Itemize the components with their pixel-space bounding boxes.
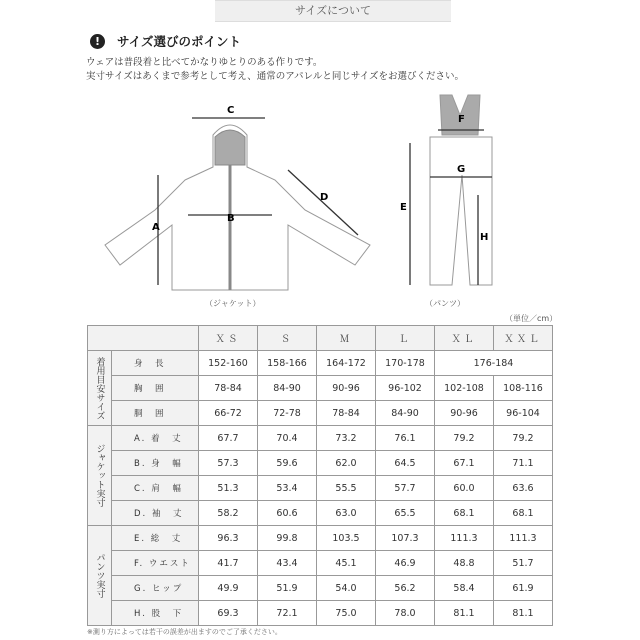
row-label: E. 総 丈 xyxy=(112,526,199,551)
row-label: H. 股 下 xyxy=(112,601,199,626)
description xyxy=(86,56,464,83)
table-row xyxy=(88,526,553,551)
table-cell: 68.1 xyxy=(435,501,494,526)
label-f: F xyxy=(458,114,465,125)
table-row xyxy=(88,476,553,501)
jacket-illustration xyxy=(105,125,370,290)
size-header: ＸＬ xyxy=(435,326,494,351)
table-cell: 58.4 xyxy=(435,576,494,601)
row-label: G. ヒップ xyxy=(112,576,199,601)
table-cell: 176-184 xyxy=(435,351,553,376)
table-row xyxy=(88,601,553,626)
table-cell: 56.2 xyxy=(376,576,435,601)
table-cell: 107.3 xyxy=(376,526,435,551)
unit-caption: （単位／cm） xyxy=(505,314,558,323)
size-header: Ｍ xyxy=(317,326,376,351)
table-cell: 84-90 xyxy=(376,401,435,426)
table-cell: 79.2 xyxy=(435,426,494,451)
table-cell: 164-172 xyxy=(317,351,376,376)
table-cell: 99.8 xyxy=(258,526,317,551)
table-cell: 73.2 xyxy=(317,426,376,451)
section-title xyxy=(90,32,241,50)
section-banner: サイズについて xyxy=(215,0,451,22)
table-cell: 152-160 xyxy=(199,351,258,376)
table-cell: 58.2 xyxy=(199,501,258,526)
table-cell: 46.9 xyxy=(376,551,435,576)
table-cell: 62.0 xyxy=(317,451,376,476)
table-header-row xyxy=(88,326,553,351)
table-cell: 68.1 xyxy=(494,501,553,526)
table-cell: 79.2 xyxy=(494,426,553,451)
table-cell: 158-166 xyxy=(258,351,317,376)
table-row xyxy=(88,426,553,451)
table-cell: 72.1 xyxy=(258,601,317,626)
label-a: A xyxy=(152,222,160,233)
table-cell: 96-104 xyxy=(494,401,553,426)
table-cell: 78-84 xyxy=(199,376,258,401)
table-cell: 53.4 xyxy=(258,476,317,501)
table-cell: 61.9 xyxy=(494,576,553,601)
table-cell: 111.3 xyxy=(494,526,553,551)
group-label: ジャケット実寸 xyxy=(88,426,112,526)
title-text: サイズ選びのポイント xyxy=(117,34,242,49)
table-cell: 63.0 xyxy=(317,501,376,526)
row-label: 胴 囲 xyxy=(112,401,199,426)
table-cell: 70.4 xyxy=(258,426,317,451)
jacket-caption: （ジャケット） xyxy=(205,299,261,308)
corner-cell xyxy=(88,326,199,351)
size-header: Ｓ xyxy=(258,326,317,351)
size-header: ＸＸＬ xyxy=(494,326,553,351)
row-label: C. 肩 幅 xyxy=(112,476,199,501)
label-c: C xyxy=(227,105,235,116)
table-cell: 51.9 xyxy=(258,576,317,601)
row-label: F. ウエスト xyxy=(112,551,199,576)
table-cell: 71.1 xyxy=(494,451,553,476)
table-cell: 90-96 xyxy=(435,401,494,426)
table-cell: 103.5 xyxy=(317,526,376,551)
label-g: G xyxy=(457,164,466,175)
table-cell: 67.1 xyxy=(435,451,494,476)
table-cell: 55.5 xyxy=(317,476,376,501)
table-row xyxy=(88,576,553,601)
table-cell: 49.9 xyxy=(199,576,258,601)
table-cell: 45.1 xyxy=(317,551,376,576)
table-cell: 111.3 xyxy=(435,526,494,551)
size-header: Ｌ xyxy=(376,326,435,351)
table-row xyxy=(88,551,553,576)
table-cell: 78.0 xyxy=(376,601,435,626)
table-row xyxy=(88,376,553,401)
table-cell: 90-96 xyxy=(317,376,376,401)
table-row xyxy=(88,401,553,426)
table-cell: 54.0 xyxy=(317,576,376,601)
table-cell: 170-178 xyxy=(376,351,435,376)
table-cell: 66-72 xyxy=(199,401,258,426)
table-cell: 84-90 xyxy=(258,376,317,401)
table-cell: 64.5 xyxy=(376,451,435,476)
table-cell: 63.6 xyxy=(494,476,553,501)
description-line: ウェアは普段着と比べてかなりゆとりのある作りです。 xyxy=(86,57,323,68)
table-cell: 81.1 xyxy=(435,601,494,626)
table-row xyxy=(88,351,553,376)
table-cell: 41.7 xyxy=(199,551,258,576)
footnote: ※測り方によっては若干の誤差が出ますのでご了承ください。 xyxy=(87,628,282,636)
table-cell: 96-102 xyxy=(376,376,435,401)
table-cell: 69.3 xyxy=(199,601,258,626)
row-label: D. 袖 丈 xyxy=(112,501,199,526)
garment-diagram xyxy=(100,85,560,320)
table-cell: 102-108 xyxy=(435,376,494,401)
table-row xyxy=(88,451,553,476)
table-cell: 108-116 xyxy=(494,376,553,401)
table-row xyxy=(88,501,553,526)
group-label: 着用目安サイズ xyxy=(88,351,112,426)
label-b: B xyxy=(227,213,235,224)
group-label: パンツ実寸 xyxy=(88,526,112,626)
table-cell: 72-78 xyxy=(258,401,317,426)
table-cell: 48.8 xyxy=(435,551,494,576)
row-label: B. 身 幅 xyxy=(112,451,199,476)
table-cell: 60.0 xyxy=(435,476,494,501)
table-cell: 65.5 xyxy=(376,501,435,526)
table-cell: 76.1 xyxy=(376,426,435,451)
table-cell: 78-84 xyxy=(317,401,376,426)
label-h: H xyxy=(480,232,489,243)
table-cell: 60.6 xyxy=(258,501,317,526)
table-cell: 43.4 xyxy=(258,551,317,576)
table-cell: 57.3 xyxy=(199,451,258,476)
table-cell: 67.7 xyxy=(199,426,258,451)
table-cell: 75.0 xyxy=(317,601,376,626)
size-header: ＸＳ xyxy=(199,326,258,351)
size-table xyxy=(87,325,553,626)
row-label: 身 長 xyxy=(112,351,199,376)
table-cell: 59.6 xyxy=(258,451,317,476)
row-label: 胸 囲 xyxy=(112,376,199,401)
table-cell: 51.3 xyxy=(199,476,258,501)
label-e: E xyxy=(400,202,407,213)
description-line: 実寸サイズはあくまで参考として考え、通常のアパレルと同じサイズをお選びください。 xyxy=(86,70,465,82)
exclamation-icon: ! xyxy=(90,34,105,49)
row-label: A. 着 丈 xyxy=(112,426,199,451)
label-d: D xyxy=(320,192,329,203)
table-cell: 81.1 xyxy=(494,601,553,626)
table-cell: 96.3 xyxy=(199,526,258,551)
table-cell: 51.7 xyxy=(494,551,553,576)
table-cell: 57.7 xyxy=(376,476,435,501)
pants-caption: （パンツ） xyxy=(425,299,465,308)
